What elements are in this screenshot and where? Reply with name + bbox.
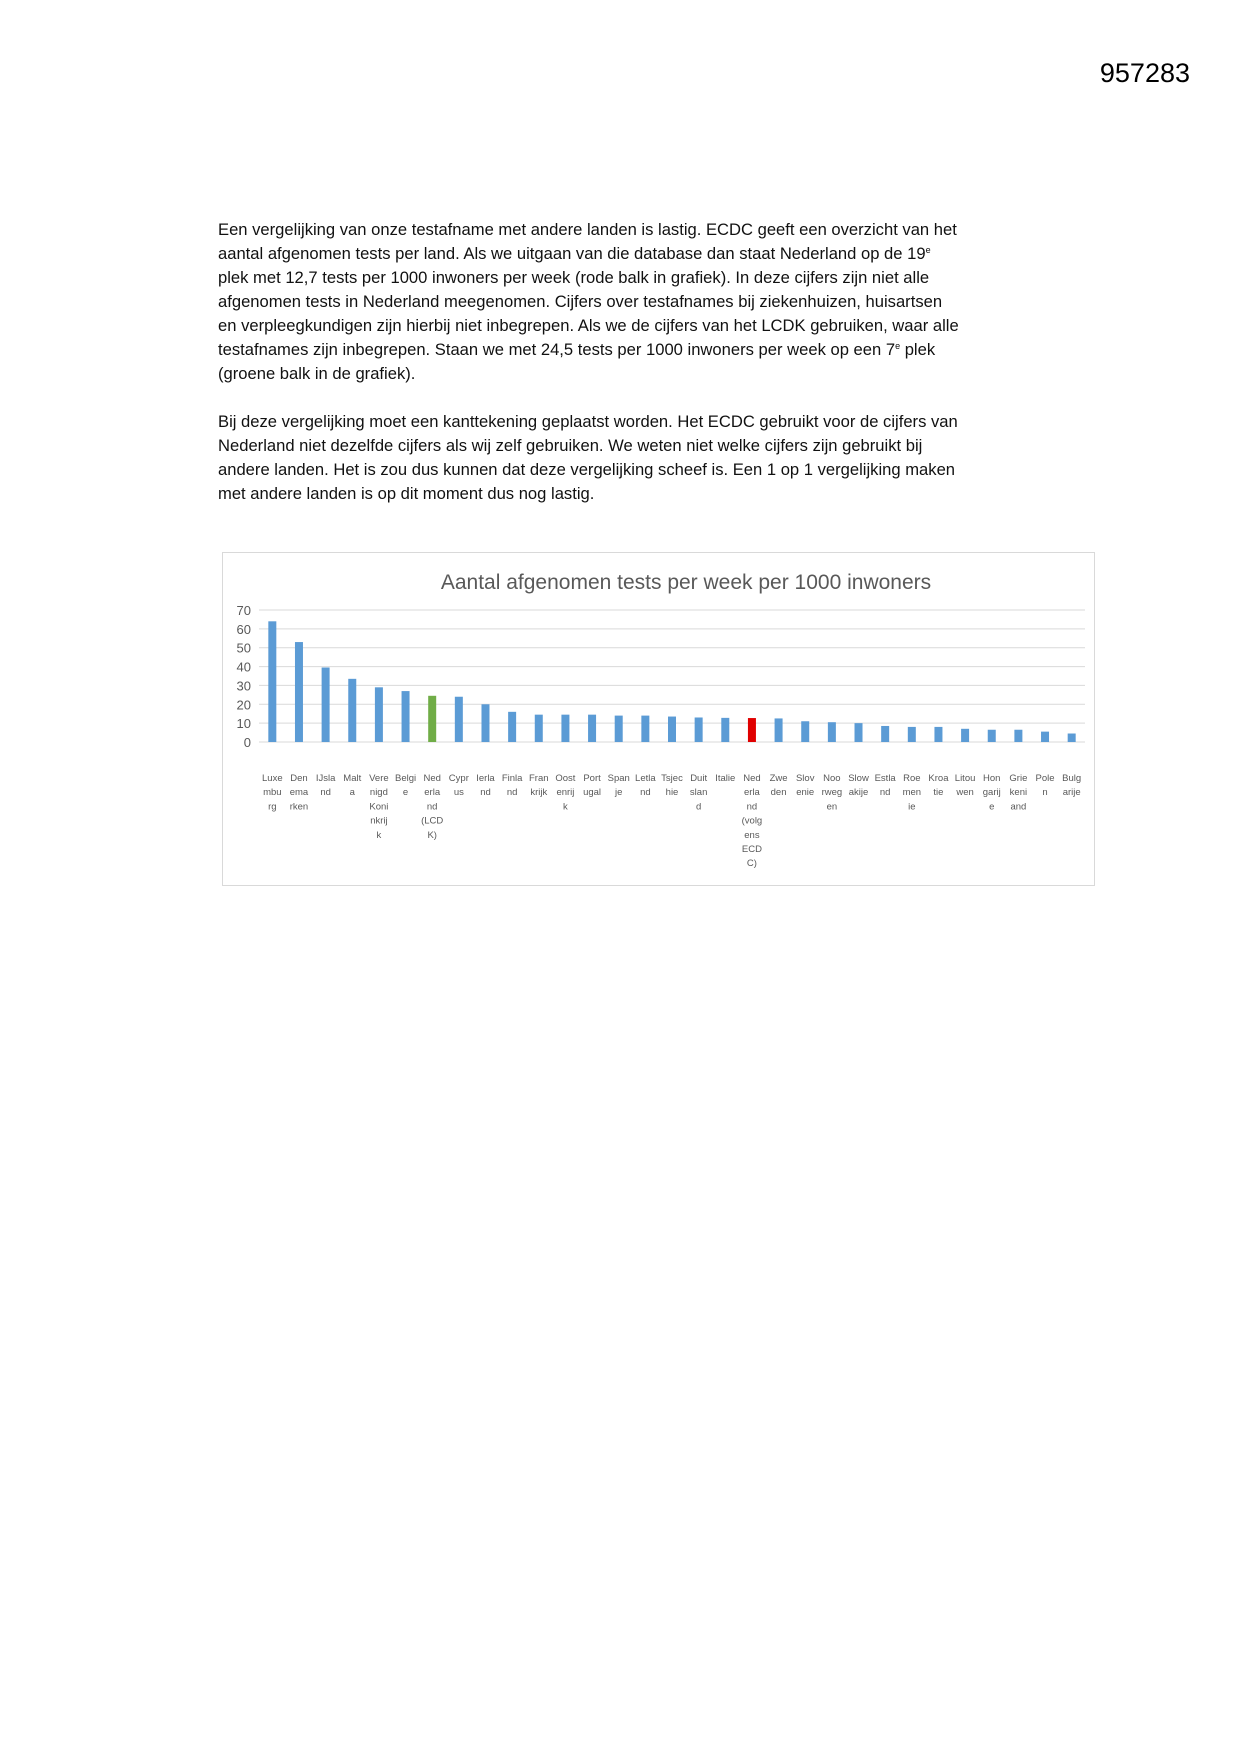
- chart-bar: [348, 679, 356, 742]
- x-tick-label-line: Ierla: [476, 773, 495, 784]
- chart-bar: [881, 726, 889, 742]
- x-tick-label-line: ens: [744, 829, 760, 841]
- x-tick-label: [875, 773, 897, 798]
- x-tick-label: [822, 773, 843, 812]
- x-tick-label-line: Finla: [501, 773, 523, 784]
- x-tick-label: [903, 773, 921, 812]
- chart-bar: [695, 717, 703, 742]
- chart-bar: [588, 715, 596, 742]
- x-tick-label-line: Ned: [743, 773, 761, 784]
- chart-bar: [641, 716, 649, 742]
- x-tick-label-line: Slov: [795, 773, 815, 784]
- x-tick-label-line: nd: [879, 787, 891, 799]
- chart-bar: [855, 723, 863, 742]
- x-tick-label-line: nd: [746, 801, 758, 813]
- x-tick-label: [928, 773, 949, 798]
- x-tick-label-line: nkrij: [370, 815, 388, 827]
- x-tick-label-line: Duit: [690, 773, 708, 784]
- x-tick-label-line: en: [826, 801, 838, 813]
- document-id: 957283: [1099, 58, 1190, 88]
- chart-bar: [455, 697, 463, 742]
- x-tick-label: [770, 773, 788, 798]
- x-tick-label-line: Bulg: [1062, 773, 1082, 784]
- x-tick-label-line: krijk: [530, 787, 548, 799]
- x-tick-label-line: K): [427, 829, 437, 841]
- x-tick-label-line: (LCD: [421, 815, 444, 827]
- paragraph-line: Bij deze vergelijking moet een kanttekening geplaatst worden. Het ECDC gebruikt voor de cijfers van: [218, 412, 958, 431]
- x-tick-label-line: e: [402, 787, 409, 799]
- x-tick-label-line: Vere: [369, 773, 389, 784]
- superscript: e: [925, 245, 931, 255]
- x-tick-label: [1009, 773, 1027, 812]
- x-tick-label-line: Letla: [635, 773, 656, 784]
- x-tick-label: [555, 773, 575, 812]
- x-tick-label-line: nd: [320, 787, 331, 799]
- x-tick-label-line: je: [615, 787, 623, 799]
- x-tick-label-line: den: [770, 787, 787, 799]
- x-tick-label-line: ECD: [741, 844, 762, 855]
- x-tick-label-line: k: [563, 801, 568, 813]
- x-tick-label-line: nigd: [369, 787, 388, 799]
- chart-bar: [908, 727, 916, 742]
- x-tick-label-line: Zwe: [769, 773, 788, 784]
- chart-bar: [1041, 732, 1049, 742]
- x-tick-label: [983, 773, 1001, 812]
- x-tick-label-line: rweg: [821, 787, 843, 799]
- paragraph-line: plek met 12,7 tests per 1000 inwoners per week (rode balk in grafiek). In deze cijfers zijn niet alle: [218, 268, 930, 287]
- x-tick-label: [369, 773, 389, 841]
- x-tick-label-line: Ned: [423, 773, 441, 784]
- x-tick-label-line: enie: [796, 787, 815, 799]
- y-tick-label: 10: [236, 716, 251, 732]
- paragraph-caveat: [218, 410, 1048, 506]
- x-tick-label-line: and: [1010, 801, 1027, 813]
- x-tick-label: [608, 773, 630, 798]
- x-tick-label-line: Roe: [903, 773, 921, 784]
- x-tick-label: [449, 773, 469, 798]
- x-tick-label-line: Den: [290, 773, 308, 784]
- x-tick-label-line: Italie: [715, 773, 736, 784]
- chart-bar: [721, 718, 729, 742]
- chart-bar: [295, 642, 303, 742]
- x-tick-label-line: Hon: [983, 773, 1001, 784]
- paragraph-line: Een vergelijking van onze testafname met andere landen is lastig. ECDC geeft een overzicht van het: [218, 220, 957, 239]
- x-tick-label: [635, 773, 656, 798]
- x-tick-label-line: men: [902, 787, 922, 799]
- x-tick-label-line: Oost: [555, 773, 576, 784]
- x-tick-label-line: Cypr: [448, 773, 469, 784]
- chart-bar: [508, 712, 516, 742]
- chart-bar: [615, 716, 623, 742]
- chart-bar: [828, 722, 836, 742]
- paragraph-line: aantal afgenomen tests per land. Als we uitgaan van die database dan staat Nederland op de 19e: [218, 244, 931, 263]
- paragraph-intro: [218, 218, 1048, 386]
- x-tick-label: [529, 773, 549, 798]
- y-tick-label: 0: [243, 735, 251, 750]
- paragraph-line: andere landen. Het is zou dus kunnen dat deze vergelijking scheef is. Een 1 op 1 vergelijking maken: [218, 460, 956, 479]
- x-tick-label: [690, 773, 708, 812]
- x-tick-label: [502, 773, 523, 798]
- x-tick-label: [661, 773, 683, 798]
- x-tick-label-line: Malt: [343, 773, 362, 784]
- paragraph-line: en verpleegkundigen zijn hierbij niet inbegrepen. Als we de cijfers van het LCDK gebruiken, waar alle: [218, 316, 959, 335]
- x-tick-label: [476, 773, 495, 798]
- x-tick-label: [1062, 773, 1081, 798]
- x-tick-label-line: nd: [506, 787, 518, 799]
- x-tick-label-line: Tsjec: [661, 773, 683, 784]
- x-tick-label-line: Span: [607, 773, 630, 784]
- x-tick-label-line: mbu: [263, 787, 282, 799]
- x-tick-label: [583, 773, 601, 798]
- x-tick-label-line: a: [349, 787, 355, 799]
- x-tick-label: [343, 773, 361, 798]
- paragraph-line: (groene balk in de grafiek).: [218, 364, 416, 383]
- x-tick-label: [1036, 773, 1055, 798]
- y-tick-label: 60: [236, 621, 251, 637]
- chart-bar: [428, 696, 436, 742]
- paragraph-line: Nederland niet dezelfde cijfers als wij zelf gebruiken. We weten niet welke cijfers zijn gebruikt bij: [218, 436, 923, 455]
- chart-bar: [1068, 734, 1076, 742]
- x-tick-label: [316, 773, 336, 798]
- x-tick-label-line: Noo: [823, 773, 841, 784]
- x-tick-label-line: arije: [1062, 787, 1081, 799]
- x-tick-label-line: C): [746, 858, 757, 870]
- x-tick-label-line: Luxe: [262, 773, 283, 784]
- x-tick-label-line: Slow: [848, 773, 869, 784]
- x-tick-label-line: nd: [640, 787, 651, 799]
- x-tick-label-line: ugal: [583, 787, 602, 799]
- x-tick-label-line: erla: [744, 787, 760, 799]
- x-tick-label-line: Pole: [1035, 773, 1055, 784]
- y-tick-label: 40: [236, 659, 251, 675]
- x-tick-label-line: nd: [426, 801, 438, 813]
- chart-bar: [748, 718, 756, 742]
- chart-bar: [375, 687, 383, 742]
- chart-bar: [961, 729, 969, 742]
- x-tick-label-line: wen: [956, 787, 974, 799]
- chart-title: Aantal afgenomen tests per week per 1000 inwoners: [440, 571, 932, 594]
- bar-chart: [222, 552, 1095, 886]
- x-tick-label-line: Litou: [954, 773, 976, 784]
- x-tick-label-line: rken: [289, 801, 309, 813]
- x-tick-label-line: Port: [583, 773, 601, 784]
- x-tick-label: [955, 773, 976, 798]
- chart-bar: [801, 721, 809, 742]
- y-tick-label: 20: [236, 697, 251, 713]
- x-tick-label-line: tie: [933, 787, 944, 799]
- x-tick-label-line: k: [376, 829, 382, 841]
- x-tick-label-line: Belgi: [394, 773, 417, 784]
- x-tick-label-line: Kroa: [928, 773, 949, 784]
- x-tick-label-line: garij: [982, 787, 1001, 799]
- paragraph-line: met andere landen is op dit moment dus nog lastig.: [218, 484, 595, 503]
- x-tick-label: [715, 773, 735, 784]
- x-tick-label: [262, 773, 283, 812]
- x-tick-label-line: erla: [424, 787, 441, 799]
- x-tick-label: [796, 773, 815, 798]
- chart-bar: [561, 715, 569, 742]
- x-tick-label: [742, 773, 763, 869]
- chart-bar: [402, 691, 410, 742]
- x-tick-label-line: hie: [665, 787, 679, 799]
- x-tick-label-line: (volg: [741, 815, 763, 827]
- x-tick-label-line: e: [989, 801, 995, 813]
- chart-bar: [1014, 730, 1022, 742]
- x-tick-label-line: slan: [689, 787, 708, 799]
- chart-bar: [322, 668, 330, 742]
- x-tick-label-line: Grie: [1009, 773, 1028, 784]
- x-tick-label: [848, 773, 869, 798]
- x-tick-label: [421, 773, 443, 841]
- chart-canvas: [223, 553, 1096, 887]
- x-tick-label-line: Estla: [874, 773, 896, 784]
- x-tick-label-line: IJsla: [315, 773, 336, 784]
- paragraph-line: testafnames zijn inbegrepen. Staan we met 24,5 tests per 1000 inwoners per week op een 7e plek: [218, 340, 936, 359]
- x-tick-label-line: n: [1042, 787, 1048, 799]
- x-tick-label-line: d: [695, 801, 702, 813]
- x-tick-label-line: us: [453, 787, 464, 799]
- x-tick-label-line: rg: [268, 801, 277, 813]
- chart-bar: [668, 717, 676, 742]
- chart-bar: [934, 727, 942, 742]
- x-tick-label: [395, 773, 416, 798]
- chart-bar: [535, 715, 543, 742]
- y-tick-label: 30: [236, 678, 251, 694]
- paragraph-line: afgenomen tests in Nederland meegenomen. Cijfers over testafnames bij ziekenhuizen, huisartsen: [218, 292, 943, 311]
- chart-bar: [775, 718, 783, 742]
- y-tick-label: 50: [236, 640, 251, 656]
- chart-bar: [988, 730, 996, 742]
- chart-bar: [268, 621, 276, 742]
- x-tick-label-line: Koni: [369, 801, 389, 813]
- x-tick-label-line: keni: [1009, 787, 1028, 799]
- superscript: e: [895, 341, 901, 351]
- x-tick-label-line: akije: [848, 787, 869, 799]
- x-tick-label-line: nd: [480, 787, 491, 799]
- x-tick-label-line: enrij: [556, 787, 575, 799]
- x-tick-label-line: Fran: [529, 773, 549, 784]
- x-tick-label-line: ie: [908, 801, 916, 813]
- chart-bar: [481, 704, 489, 742]
- x-tick-label: [290, 773, 309, 812]
- y-tick-label: 70: [236, 603, 251, 618]
- x-tick-label-line: ema: [289, 787, 309, 799]
